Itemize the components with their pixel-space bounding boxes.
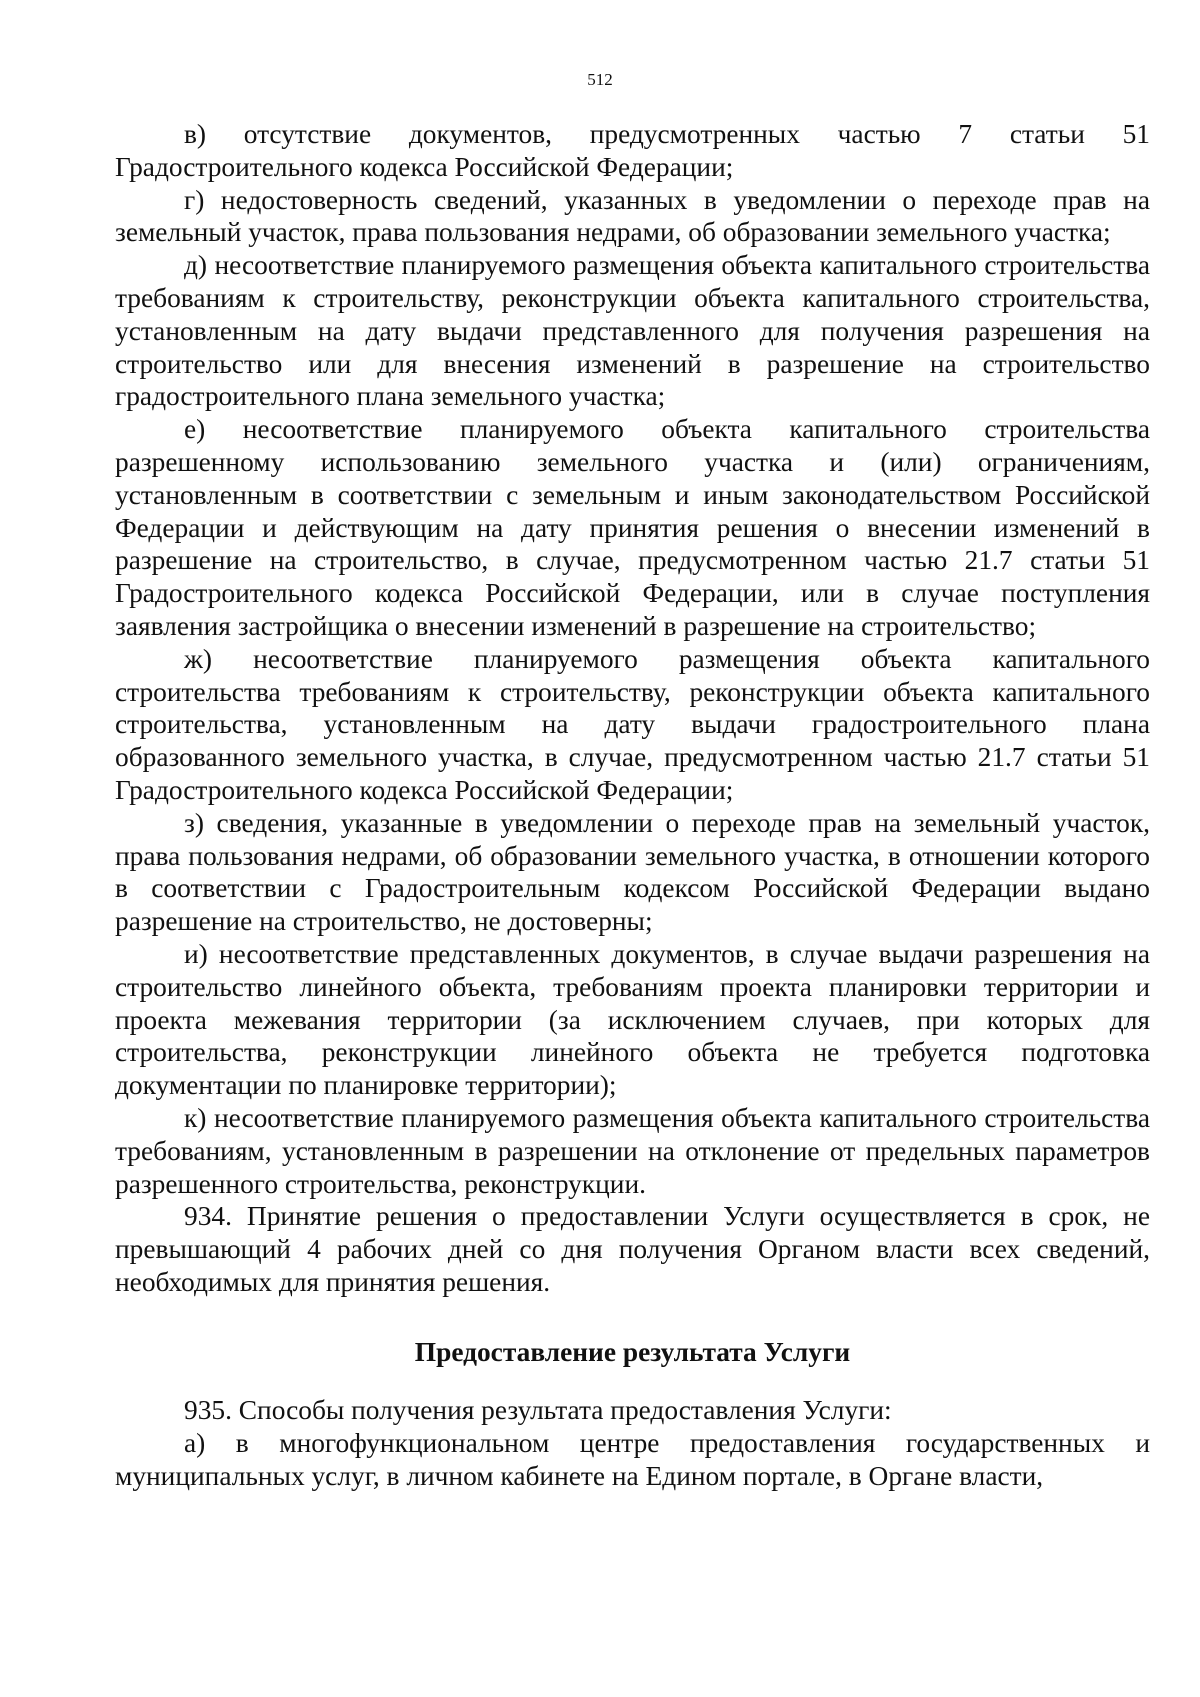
paragraph-k: к) несоответствие планируемого размещения объекта капитального строительства требованиям, установленным в разрешении на отклонение от предельных параметров разрешенного строительства, реконструкции. [115, 1102, 1150, 1199]
paragraph-d: д) несоответствие планируемого размещения объекта капитального строительства требованиям к строительству, реконструкции объекта капитального строительства, установленным на дату выдачи представленного для получения разрешения на строительство или для внесения изменений в разрешение на строительство градостроительного плана земельного участка; [115, 250, 1150, 412]
paragraph-zh: ж) несоответствие планируемого размещения объекта капитального строительства требованиям к строительству, реконструкции объекта капитального строительства, установленным на дату выдачи градостроительного плана образованного земельного участка, в случае, предусмотренном частью 21.7 статьи 51 Градостроительного кодекса Российской Федерации; [115, 643, 1150, 805]
paragraph-i: и) несоответствие представленных документов, в случае выдачи разрешения на строительство линейного объекта, требованиям проекта планировки территории и проекта межевания территории (за исключением случаев, при которых для строительства, реконструкции линейного объекта не требуется подготовка документации по планировке территории); [115, 938, 1150, 1101]
paragraph-e: е) несоответствие планируемого объекта капитального строительства разрешенному использованию земельного участка и (или) ограничениям, установленным в соответствии с земельным и иным законодательством Российской Федерации и действующим на дату принятия решения о внесении изменений в разрешение на строительство, в случае, предусмотренном частью 21.7 статьи 51 Градостроительного кодекса Российской Федерации, или в случае поступления заявления застройщика о внесении изменений в разрешение на строительство; [115, 414, 1150, 641]
paragraph-934: 934. Принятие решения о предоставлении Услуги осуществляется в срок, не превышающий 4 рабочих дней со дня получения Органом власти всех сведений, необходимых для принятия решения. [115, 1201, 1150, 1297]
section-heading: Предоставление результата Услуги [414, 1336, 851, 1367]
paragraph-935: 935. Способы получения результата предоставления Услуги: [184, 1395, 892, 1426]
document-body [115, 118, 1150, 1493]
page-number: 512 [587, 70, 613, 89]
paragraph-v: в) отсутствие документов, предусмотренных частью 7 статьи 51 Градостроительного кодекса Российской Федерации; [115, 119, 1150, 182]
paragraph-z: з) сведения, указанные в уведомлении о переходе прав на земельный участок, права пользования недрами, об образовании земельного участка, в отношении которого в соответствии с Градостроительным кодексом Российской Федерации выдано разрешение на строительство, не достоверны; [115, 807, 1150, 937]
paragraph-g: г) недостоверность сведений, указанных в уведомлении о переходе прав на земельный участок, права пользования недрами, об образовании земельного участка; [115, 184, 1150, 248]
paragraph-a: а) в многофункциональном центре предоставления государственных и муниципальных услуг, в личном кабинете на Едином портале, в Органе власти, [115, 1428, 1150, 1492]
